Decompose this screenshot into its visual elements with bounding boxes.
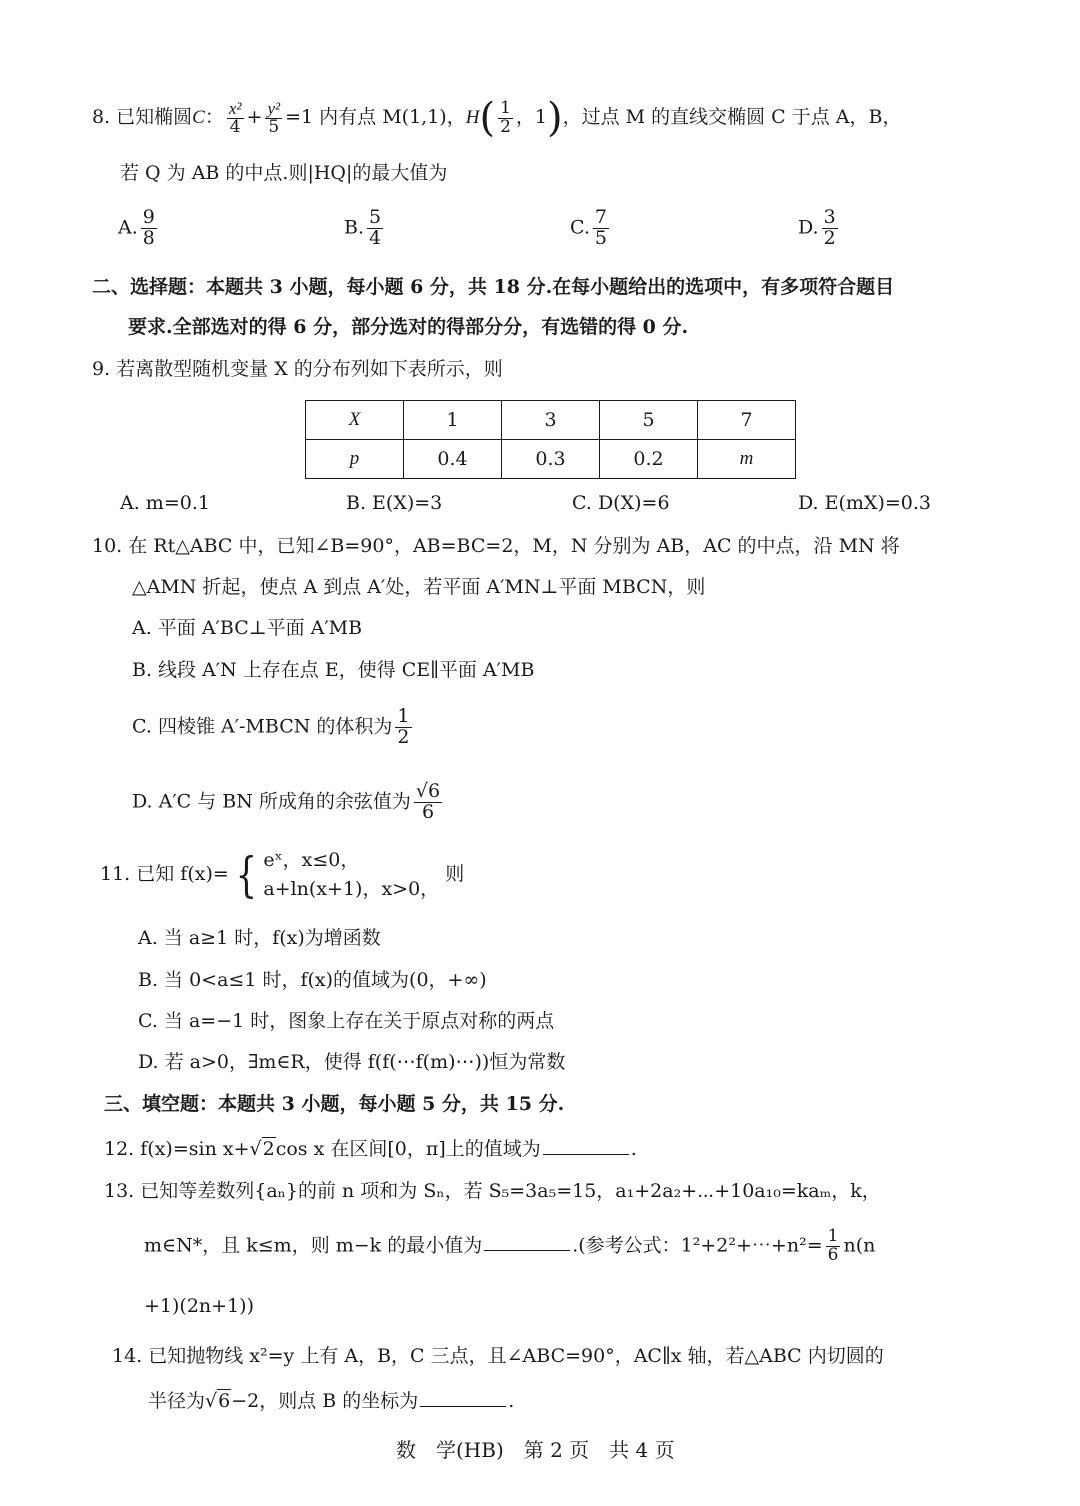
table-cell: 5 <box>600 401 698 440</box>
table-cell: m <box>698 440 796 479</box>
section2-heading-line2: 要求.全部选对的得 6 分，部分选对的得部分分，有选错的得 0 分. <box>128 316 689 338</box>
q9-option-a: A. m=0.1 <box>120 492 210 514</box>
q11-brace: { <box>235 846 257 903</box>
q8-frac-x-num: x² <box>228 98 242 118</box>
q8-option-den: 2 <box>823 226 836 249</box>
q8-option-label: A. <box>118 216 138 239</box>
q8-frac-y <box>265 100 282 137</box>
q8-frac-x <box>227 100 244 137</box>
q13-line2-post: n(n <box>843 1234 876 1257</box>
q14-stem-line1: 14. 已知抛物线 x²=y 上有 A，B，C 三点，且∠ABC=90°，AC∥x 轴，若△ABC 内切圆的 <box>112 1345 884 1367</box>
q8-option-label: C. <box>570 216 590 239</box>
q8-option-a <box>118 208 160 249</box>
q10-option-c-frac <box>395 707 411 748</box>
q13-frac-num: 1 <box>827 1226 839 1246</box>
section3-heading: 三、填空题：本题共 3 小题，每小题 5 分，共 15 分. <box>104 1093 565 1115</box>
q8-colon: ： <box>204 106 224 128</box>
q8-point-h: H <box>465 107 480 128</box>
q9-option-b: B. E(X)=3 <box>346 492 443 514</box>
q14-end: . <box>508 1390 515 1412</box>
q10-option-d-radicand: 6 <box>428 780 441 802</box>
q8-half <box>498 97 513 137</box>
q12-stem <box>104 1140 637 1159</box>
q8-stem-line2: 若 Q 为 AB 的中点.则|HQ|的最大值为 <box>120 162 448 184</box>
table-cell: p <box>306 440 404 479</box>
q8-option-den: 8 <box>142 226 155 249</box>
q11-stem <box>100 846 464 903</box>
q12-end: . <box>630 1138 637 1160</box>
q8-option-frac <box>593 208 609 249</box>
q8-half-num: 1 <box>500 97 511 118</box>
table-cell: 3 <box>502 401 600 440</box>
table-cell: 7 <box>698 401 796 440</box>
q11-cases <box>263 846 439 903</box>
q8-frac-y-num: y² <box>267 98 281 118</box>
table-cell: 0.4 <box>404 440 502 479</box>
q8-option-num: 3 <box>823 206 836 228</box>
q11-option-a: A. 当 a≥1 时，f(x)为增函数 <box>138 927 381 949</box>
q8-option-d <box>798 208 841 249</box>
q10-option-a: A. 平面 A′BC⊥平面 A′MB <box>132 617 363 639</box>
q13-formula-hint: .(参考公式：1²+2²+⋯+n²= <box>572 1234 823 1257</box>
q13-stem-line1: 13. 已知等差数列{aₙ}的前 n 项和为 Sₙ，若 S₅=3a₅=15，a₁+2a₂+⋯+10a₁₀=kaₘ，k， <box>104 1180 881 1202</box>
q11-case2: a+ln(x+1)，x>0， <box>263 877 440 900</box>
q8-option-num: 7 <box>594 206 607 228</box>
q10-option-d-num: √6 <box>415 780 441 802</box>
q8-post: ，过点 M 的直线交椭圆 C 于点 A，B， <box>562 106 902 128</box>
q8-option-b <box>344 208 386 249</box>
q12-radicand: 2 <box>262 1138 275 1160</box>
q8-h-y: ，1 <box>515 106 547 128</box>
q13-stem-line2 <box>144 1228 875 1265</box>
q8-ellipse-name: C <box>192 107 205 128</box>
table-cell: X <box>306 401 404 440</box>
q8-option-frac <box>822 208 838 249</box>
q8-prefix: 8. 已知椭圆 <box>92 106 193 128</box>
table-cell: 0.3 <box>502 440 600 479</box>
q11-post: 则 <box>445 863 465 885</box>
q14-line2-mid: −2，则点 B 的坐标为 <box>231 1390 419 1412</box>
q14-line2-prefix: 半径为 <box>148 1390 206 1412</box>
q8-half-den: 2 <box>500 116 511 137</box>
q13-frac-den: 6 <box>827 1244 839 1265</box>
q11-option-d: D. 若 a>0，∃m∈R，使得 f(f(⋯f(m)⋯))恒为常数 <box>138 1051 566 1073</box>
q10-option-c-num: 1 <box>397 705 410 727</box>
q10-option-c <box>132 707 415 748</box>
q14-stem-line2 <box>148 1392 514 1411</box>
q8-option-frac <box>141 208 157 249</box>
q8-eq1: =1 内有点 <box>285 106 377 128</box>
q8-option-den: 4 <box>369 226 382 249</box>
q10-option-b: B. 线段 A′N 上存在点 E，使得 CE∥平面 A′MB <box>132 659 535 681</box>
q10-option-d-frac <box>414 782 442 823</box>
table-row <box>306 440 796 479</box>
q8-paren-close: ) <box>546 95 563 141</box>
q12-prefix: 12. f(x)=sin x+ <box>104 1138 250 1160</box>
table-cell: 0.2 <box>600 440 698 479</box>
q13-frac <box>826 1228 841 1265</box>
q13-answer-blank[interactable] <box>484 1250 570 1251</box>
q8-stem-line1 <box>92 95 902 141</box>
q10-option-d-den: 6 <box>421 800 435 823</box>
q10-stem-line1: 10. 在 Rt△ABC 中，已知∠B=90°，AB=BC=2，M，N 分别为 AB，AC 的中点，沿 MN 将 <box>92 535 900 557</box>
q14-answer-blank[interactable] <box>420 1406 506 1407</box>
q11-case1: eˣ，x≤0， <box>263 849 360 871</box>
q10-option-c-den: 2 <box>397 725 410 748</box>
q8-option-num: 5 <box>369 206 382 228</box>
q12-answer-blank[interactable] <box>543 1154 629 1155</box>
page-footer: 数 学(HB) 第 2 页 共 4 页 <box>396 1438 675 1462</box>
q14-radicand: 6 <box>218 1390 231 1412</box>
q10-stem-line2: △AMN 折起，使点 A 到点 A′处，若平面 A′MN⊥平面 MBCN，则 <box>132 576 706 598</box>
q8-frac-x-den: 4 <box>229 116 241 137</box>
q8-option-num: 9 <box>142 206 155 228</box>
q14-sqrt: √6 <box>205 1390 231 1412</box>
q8-option-c <box>570 208 612 249</box>
q9-stem: 9. 若离散型随机变量 X 的分布列如下表所示，则 <box>92 358 503 380</box>
q8-paren-open: ( <box>479 95 496 141</box>
q13-line2-prefix: m∈N*，且 k≤m，则 m−k 的最小值为 <box>144 1234 483 1257</box>
q8-option-frac <box>367 208 383 249</box>
q8-option-label: D. <box>798 216 819 239</box>
table-row <box>306 401 796 440</box>
q12-post: cos x 在区间[0，π]上的值域为 <box>275 1138 541 1160</box>
q8-point-m: M(1,1)， <box>382 106 466 128</box>
q9-distribution-table <box>305 400 796 479</box>
q8-plus: + <box>246 106 263 128</box>
q11-option-c: C. 当 a=−1 时，图象上存在关于原点对称的两点 <box>138 1010 555 1032</box>
q8-option-den: 5 <box>594 226 607 249</box>
q10-option-d-text: D. A′C 与 BN 所成角的余弦值为 <box>132 790 411 813</box>
q8-option-label: B. <box>344 216 365 239</box>
table-cell: 1 <box>404 401 502 440</box>
q11-option-b: B. 当 0<a≤1 时，f(x)的值域为(0，+∞) <box>138 969 487 991</box>
q13-stem-line3: +1)(2n+1)) <box>144 1295 254 1317</box>
q10-option-d <box>132 782 445 823</box>
q8-frac-y-den: 5 <box>268 116 280 137</box>
q11-prefix: 11. 已知 f(x)= <box>100 863 229 885</box>
q9-option-d: D. E(mX)=0.3 <box>798 492 932 514</box>
section2-heading-line1: 二、选择题：本题共 3 小题，每小题 6 分，共 18 分.在每小题给出的选项中，有多项符合题目 <box>92 276 895 298</box>
q9-option-c: C. D(X)=6 <box>572 492 670 514</box>
q10-option-c-text: C. 四棱锥 A′-MBCN 的体积为 <box>132 715 393 738</box>
q12-sqrt: √2 <box>249 1138 275 1160</box>
